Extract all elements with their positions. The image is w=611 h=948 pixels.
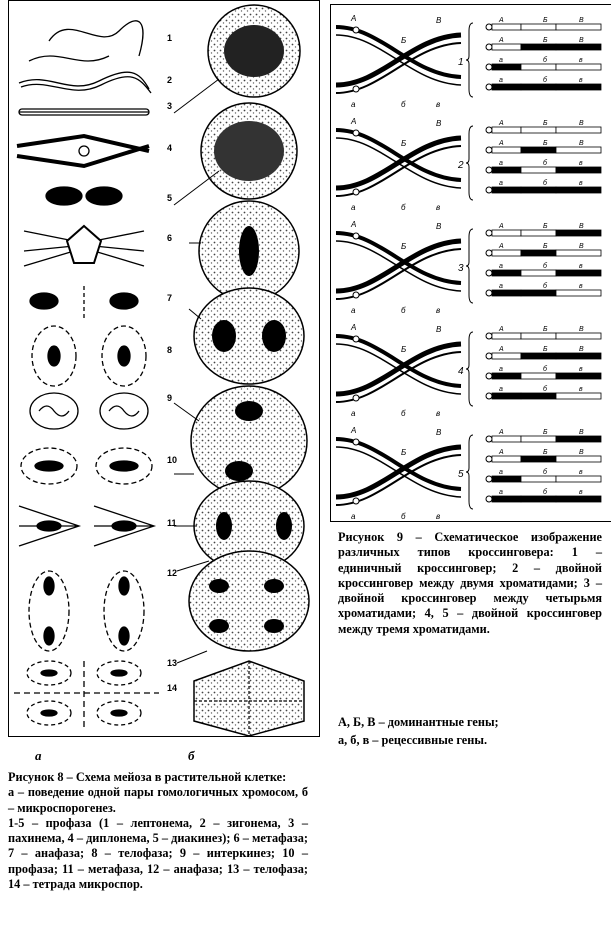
gene-label: а bbox=[499, 263, 503, 270]
group-number: 5 bbox=[458, 469, 464, 480]
gene-label: а bbox=[499, 283, 503, 290]
gene-label: В bbox=[579, 449, 584, 456]
stage-number: 4 bbox=[167, 143, 173, 153]
gene-label: А bbox=[499, 17, 504, 24]
gene-label: а bbox=[499, 180, 503, 187]
stage-number: 8 bbox=[167, 345, 173, 355]
figure8-caption-title: Рисунок 8 – Схема мейоза в растительной клетке: bbox=[8, 770, 287, 784]
meiosis-diagram bbox=[9, 1, 319, 736]
gene-label: А bbox=[499, 326, 504, 333]
group-number: 4 bbox=[458, 366, 464, 377]
gene-label: В bbox=[579, 37, 584, 44]
group-number: 2 bbox=[458, 160, 464, 171]
gene-label: Б bbox=[401, 242, 407, 251]
stage-number: 5 bbox=[167, 193, 173, 203]
gene-label: Б bbox=[401, 139, 407, 148]
stage-number: 10 bbox=[167, 455, 178, 465]
gene-label: б bbox=[543, 386, 547, 393]
figure9-legend bbox=[338, 713, 602, 749]
gene-label: а bbox=[499, 77, 503, 84]
gene-label: А bbox=[351, 323, 357, 332]
gene-label: В bbox=[436, 325, 442, 334]
gene-label: А bbox=[499, 140, 504, 147]
gene-label: Б bbox=[543, 326, 548, 333]
gene-label: в bbox=[436, 306, 441, 315]
gene-label: а bbox=[351, 100, 356, 109]
legend-dominant: А, Б, В – доминантные гены; bbox=[338, 715, 499, 729]
crossover-group bbox=[336, 220, 601, 315]
gene-label: Б bbox=[543, 223, 548, 230]
gene-label: а bbox=[351, 409, 356, 418]
gene-label: а bbox=[499, 489, 503, 496]
gene-label: б bbox=[401, 306, 406, 315]
figure8-panel bbox=[8, 0, 320, 737]
gene-label: в bbox=[579, 283, 583, 290]
gene-label: в bbox=[579, 469, 583, 476]
gene-label: а bbox=[499, 366, 503, 373]
gene-label: в bbox=[436, 100, 441, 109]
figure8-caption-line2: а – поведение одной пары гомологичных хромосом, б – микроспорогенез. bbox=[8, 785, 308, 815]
gene-label: Б bbox=[401, 36, 407, 45]
gene-label: А bbox=[499, 120, 504, 127]
gene-label: А bbox=[499, 346, 504, 353]
gene-label: Б bbox=[543, 120, 548, 127]
crossover-diagram bbox=[331, 5, 611, 521]
gene-label: а bbox=[499, 160, 503, 167]
gene-label: б bbox=[543, 77, 547, 84]
crossover-group bbox=[336, 323, 601, 418]
group-number: 3 bbox=[458, 263, 464, 274]
gene-label: А bbox=[499, 37, 504, 44]
gene-label: Б bbox=[543, 429, 548, 436]
gene-label: А bbox=[499, 223, 504, 230]
gene-label: а bbox=[499, 57, 503, 64]
stage-number: 12 bbox=[167, 568, 178, 578]
gene-label: Б bbox=[401, 345, 407, 354]
gene-label: а bbox=[351, 512, 356, 521]
gene-label: Б bbox=[543, 140, 548, 147]
gene-label: А bbox=[499, 449, 504, 456]
gene-label: б bbox=[543, 366, 547, 373]
gene-label: А bbox=[351, 14, 357, 23]
gene-label: Б bbox=[543, 346, 548, 353]
gene-label: б bbox=[401, 100, 406, 109]
label-a: а bbox=[35, 748, 42, 763]
stage-number: 3 bbox=[167, 101, 173, 111]
crossover-group bbox=[336, 14, 601, 109]
crossover-group bbox=[336, 117, 601, 212]
gene-label: А bbox=[499, 243, 504, 250]
gene-label: б bbox=[543, 180, 547, 187]
stage-number: 7 bbox=[167, 293, 173, 303]
stage-number: 9 bbox=[167, 393, 173, 403]
gene-label: А bbox=[351, 426, 357, 435]
gene-label: В bbox=[436, 16, 442, 25]
stage-number: 11 bbox=[167, 518, 177, 528]
gene-label: А bbox=[499, 429, 504, 436]
crossover-group bbox=[336, 426, 601, 521]
stage-number: 1 bbox=[167, 33, 173, 43]
gene-label: в bbox=[436, 409, 441, 418]
gene-label: В bbox=[579, 429, 584, 436]
figure9-panel bbox=[330, 4, 611, 522]
gene-label: В bbox=[436, 222, 442, 231]
gene-label: В bbox=[436, 119, 442, 128]
gene-label: б bbox=[543, 489, 547, 496]
gene-label: в bbox=[579, 180, 583, 187]
legend-recessive: а, б, в – рецессивные гены. bbox=[338, 733, 488, 747]
gene-label: б bbox=[543, 160, 547, 167]
figure8-caption bbox=[8, 770, 308, 892]
gene-label: Б bbox=[543, 243, 548, 250]
gene-label: в bbox=[579, 263, 583, 270]
gene-label: В bbox=[579, 120, 584, 127]
stage-number: 2 bbox=[167, 75, 173, 85]
gene-label: б bbox=[543, 469, 547, 476]
gene-label: в bbox=[436, 512, 441, 521]
stage-number: 13 bbox=[167, 658, 178, 668]
gene-label: б bbox=[543, 283, 547, 290]
gene-label: А bbox=[351, 117, 357, 126]
gene-label: В bbox=[436, 428, 442, 437]
gene-label: Б bbox=[543, 37, 548, 44]
gene-label: В bbox=[579, 243, 584, 250]
figure8-caption-line3: 1-5 – профаза (1 – лептонема, 2 – зигонема, 3 – пахинема, 4 – диплонема, 5 – диакинез); 6 – метафаза; 7 – анафаза; 8 – телофаза; 9 – интеркинез; 10 – профаза; 11 – метафаза, 12 – анафаза; 13 – телофаза; 14 – тетрада микроспор. bbox=[8, 815, 308, 892]
figure9-caption: Рисунок 9 – Схематическое изображение различных типов кроссинговера: 1 – единичный кроссинговер; 2 – двойной кроссинговер между двумя хроматидами; 3 – двойной кроссинговер между четырьмя хроматидами; 4, 5 – двойной кроссинговер между тремя хроматидами. bbox=[338, 530, 602, 636]
gene-label: Б bbox=[401, 448, 407, 457]
gene-label: В bbox=[579, 223, 584, 230]
gene-label: В bbox=[579, 346, 584, 353]
stage-number: 6 bbox=[167, 233, 173, 243]
gene-label: в bbox=[579, 366, 583, 373]
gene-label: б bbox=[401, 512, 406, 521]
gene-label: Б bbox=[543, 17, 548, 24]
gene-label: в bbox=[579, 77, 583, 84]
gene-label: б bbox=[543, 263, 547, 270]
gene-label: б bbox=[401, 203, 406, 212]
gene-label: а bbox=[351, 203, 356, 212]
gene-label: а bbox=[499, 469, 503, 476]
gene-label: В bbox=[579, 326, 584, 333]
gene-label: в bbox=[436, 203, 441, 212]
gene-label: А bbox=[351, 220, 357, 229]
gene-label: В bbox=[579, 140, 584, 147]
gene-label: в bbox=[579, 57, 583, 64]
gene-label: в bbox=[579, 386, 583, 393]
gene-label: б bbox=[543, 57, 547, 64]
gene-label: а bbox=[499, 386, 503, 393]
gene-label: В bbox=[579, 17, 584, 24]
stage-number: 14 bbox=[167, 683, 178, 693]
group-number: 1 bbox=[458, 57, 464, 68]
label-b: б bbox=[188, 748, 195, 763]
gene-label: в bbox=[579, 160, 583, 167]
gene-label: в bbox=[579, 489, 583, 496]
gene-label: б bbox=[401, 409, 406, 418]
gene-label: а bbox=[351, 306, 356, 315]
gene-label: Б bbox=[543, 449, 548, 456]
